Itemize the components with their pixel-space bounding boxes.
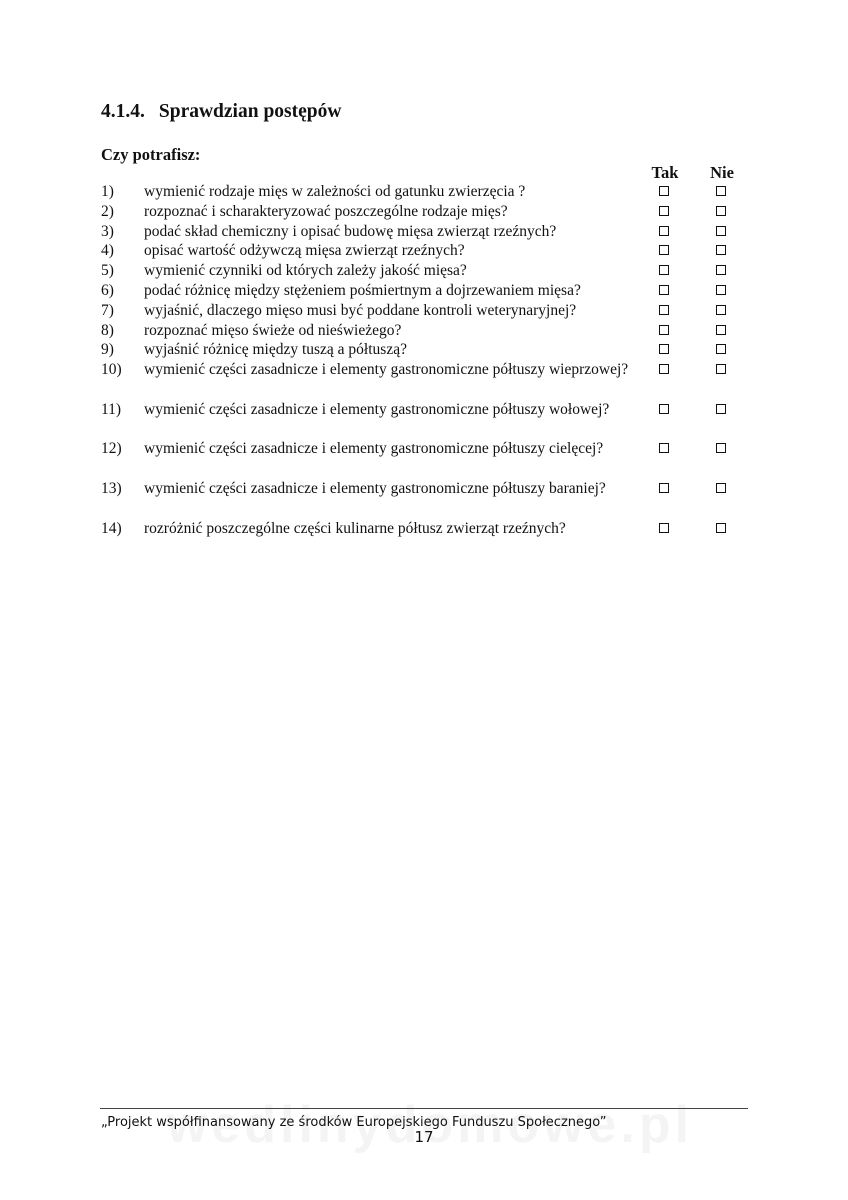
question-text: podać skład chemiczny i opisać budowę mięsa zwierząt rzeźnych? xyxy=(144,222,557,240)
question-number: 8) xyxy=(101,321,114,339)
question-text: wymienić rodzaje mięs w zależności od gatunku zwierzęcia ? xyxy=(144,183,526,200)
yes-checkbox[interactable] xyxy=(659,285,669,295)
yes-checkbox[interactable] xyxy=(659,325,669,335)
question-number: 12) xyxy=(101,440,122,458)
yes-checkbox[interactable] xyxy=(659,344,669,354)
no-checkbox[interactable] xyxy=(716,305,726,315)
no-checkbox[interactable] xyxy=(716,523,726,533)
question-text: wymienić części zasadnicze i elementy gastronomiczne półtuszy wołowej? xyxy=(144,400,610,418)
question-row xyxy=(101,360,751,400)
no-checkbox[interactable] xyxy=(716,186,726,196)
no-checkbox[interactable] xyxy=(716,483,726,493)
no-checkbox[interactable] xyxy=(716,364,726,374)
question-row xyxy=(101,301,751,321)
no-checkbox[interactable] xyxy=(716,443,726,453)
no-checkbox[interactable] xyxy=(716,285,726,295)
question-text: wyjaśnić różnicę między tuszą a półtuszą? xyxy=(144,341,407,359)
yes-checkbox[interactable] xyxy=(659,523,669,533)
question-text: wymienić części zasadnicze i elementy gastronomiczne półtuszy baraniej? xyxy=(144,479,606,497)
question-text: rozróżnić poszczególne części kulinarne półtusz zwierząt rzeźnych? xyxy=(144,519,566,537)
question-number: 5) xyxy=(101,262,114,280)
yes-checkbox[interactable] xyxy=(659,186,669,196)
question-row xyxy=(101,281,751,301)
question-row xyxy=(101,479,751,519)
question-text: wymienić części zasadnicze i elementy gastronomiczne półtuszy cielęcej? xyxy=(144,440,604,458)
yes-checkbox[interactable] xyxy=(659,245,669,255)
question-row xyxy=(101,241,751,261)
yes-checkbox[interactable] xyxy=(659,305,669,315)
question-number: 11) xyxy=(101,400,122,418)
question-number: 10) xyxy=(101,361,122,379)
no-checkbox[interactable] xyxy=(716,404,726,414)
question-row xyxy=(101,222,751,242)
question-list xyxy=(101,182,751,538)
question-number: 1) xyxy=(101,183,114,200)
question-number: 13) xyxy=(101,479,122,497)
no-checkbox[interactable] xyxy=(716,325,726,335)
question-text: podać różnicę między stężeniem pośmiertnym a dojrzewaniem mięsa? xyxy=(144,281,581,299)
question-number: 6) xyxy=(101,281,114,299)
yes-checkbox[interactable] xyxy=(659,226,669,236)
yes-checkbox[interactable] xyxy=(659,364,669,374)
question-row xyxy=(101,202,751,222)
no-checkbox[interactable] xyxy=(716,344,726,354)
yes-checkbox[interactable] xyxy=(659,404,669,414)
question-row xyxy=(101,261,751,281)
question-number: 9) xyxy=(101,341,114,359)
no-checkbox[interactable] xyxy=(716,265,726,275)
column-header-no: Nie xyxy=(710,163,734,182)
yes-checkbox[interactable] xyxy=(659,483,669,493)
section-heading xyxy=(101,101,341,123)
question-row xyxy=(101,182,751,202)
footer-text: „Projekt współfinansowany ze środków Europejskiego Funduszu Społecznego” xyxy=(101,1115,607,1130)
no-checkbox[interactable] xyxy=(716,206,726,216)
question-row xyxy=(101,400,751,440)
question-number: 14) xyxy=(101,519,122,537)
question-text: wymienić czynniki od których zależy jakość mięsa? xyxy=(144,262,467,280)
question-text: opisać wartość odżywczą mięsa zwierząt rzeźnych? xyxy=(144,242,465,260)
footer-divider xyxy=(100,1108,748,1109)
question-text: rozpoznać mięso świeże od nieświeżego? xyxy=(144,321,402,339)
column-header-yes: Tak xyxy=(651,163,679,182)
question-number: 2) xyxy=(101,202,114,220)
no-checkbox[interactable] xyxy=(716,245,726,255)
question-text: rozpoznać i scharakteryzować poszczególne rodzaje mięs? xyxy=(144,202,508,220)
yes-checkbox[interactable] xyxy=(659,206,669,216)
yes-checkbox[interactable] xyxy=(659,265,669,275)
question-row xyxy=(101,519,751,539)
question-row xyxy=(101,439,751,479)
question-text: wymienić części zasadnicze i elementy gastronomiczne półtuszy wieprzowej? xyxy=(144,361,629,379)
question-number: 7) xyxy=(101,301,114,319)
question-row xyxy=(101,321,751,341)
page-number: 17 xyxy=(414,1128,434,1146)
no-checkbox[interactable] xyxy=(716,226,726,236)
section-number: 4.1.4. xyxy=(101,101,145,122)
question-number: 3) xyxy=(101,222,114,240)
question-text: wyjaśnić, dlaczego mięso musi być poddane kontroli weterynaryjnej? xyxy=(144,301,577,319)
question-row xyxy=(101,340,751,360)
yes-checkbox[interactable] xyxy=(659,443,669,453)
question-number: 4) xyxy=(101,242,114,260)
section-title: Sprawdzian postępów xyxy=(158,101,342,122)
intro-text: Czy potrafisz: xyxy=(101,145,201,164)
